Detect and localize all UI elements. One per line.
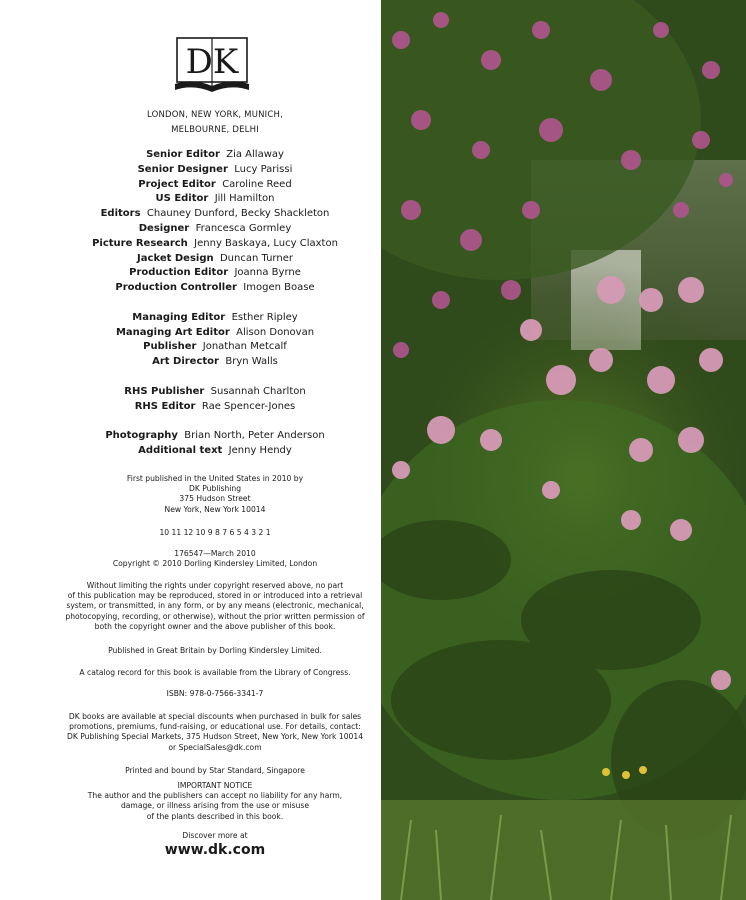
copyright-notice: 176547—March 2010 Copyright © 2010 Dorling Kindersley Limited, London	[112, 549, 318, 569]
credit-row: Editors Chauney Dunford, Becky Shackleton	[100, 208, 330, 220]
printed-by: Printed and bound by Star Standard, Singapore	[125, 766, 305, 775]
isbn: ISBN: 978-0-7566-3341-7	[166, 689, 264, 698]
special-sales: DK books are available at special discounts when purchased in bulk for sales promotions, premiums, fund-raising, or educational use. For details, contact: DK Publishing Special Markets, 375 Hudson Street, New York, New York 10014 or SpecialSales@dk.com	[66, 712, 364, 752]
logo-letters: DK	[185, 42, 239, 82]
credit-row: Senior Designer Lucy Parissi	[137, 163, 293, 175]
credit-row: Managing Editor Esther Ripley	[132, 311, 298, 323]
credit-row: Managing Art Editor Alison Donovan	[115, 326, 315, 338]
credit-row: Additional text Jenny Hendy	[138, 444, 292, 456]
credit-row: RHS Editor Rae Spencer-Jones	[134, 400, 296, 412]
credit-row: Publisher Jonathan Metcalf	[143, 341, 287, 353]
credit-row: Project Editor Caroline Reed	[138, 178, 292, 190]
credit-row: Senior Editor Zia Allaway	[146, 149, 284, 160]
credit-row: Picture Research Jenny Baskaya, Lucy Claxton	[92, 237, 338, 249]
first-published: First published in the United States in 2010 by DK Publishing 375 Hudson Street New York, New York 10014	[126, 474, 304, 514]
rights-statement: Without limiting the rights under copyright reserved above, no part of this publication may be reproduced, stored in or introduced into a retrieval system, or transmitted, in any form, or by any means (electronic, mechanical, photocopying, recording, or otherwise), without the prior written permission of both the copyright owner and the above publisher of this book.	[65, 581, 365, 631]
credit-row: Designer Francesca Gormley	[138, 222, 292, 234]
website-link[interactable]: www.dk.com	[164, 842, 266, 858]
publisher-location: LONDON, NEW YORK, MUNICH, MELBOURNE, DELHI	[146, 110, 284, 135]
catalog-record: A catalog record for this book is available from the Library of Congress.	[79, 668, 351, 677]
print-line: 10 11 12 10 9 8 7 6 5 4 3 2 1	[159, 528, 271, 537]
credit-row: RHS Publisher Susannah Charlton	[124, 385, 306, 397]
credit-row: Jacket Design Duncan Turner	[137, 252, 293, 264]
credit-row: US Editor Jill Hamilton	[155, 193, 275, 205]
rose-bush-image	[381, 0, 746, 900]
published-gb: Published in Great Britain by Dorling Kindersley Limited.	[108, 646, 322, 655]
dk-logo	[173, 36, 251, 94]
credits	[0, 148, 430, 459]
credit-row: Production Editor Joanna Byrne	[129, 267, 301, 279]
credit-row: Production Controller Imogen Boase	[115, 282, 315, 294]
credit-row: Photography Brian North, Peter Anderson	[105, 430, 325, 442]
credit-row: Art Director Bryn Walls	[152, 356, 278, 368]
garden-photo	[381, 0, 746, 900]
important-notice: IMPORTANT NOTICE The author and the publishers can accept no liability for any harm, damage, or illness arising from the use or misuse of the plants described in this book.	[87, 781, 343, 821]
discover-text: Discover more at	[182, 831, 248, 840]
